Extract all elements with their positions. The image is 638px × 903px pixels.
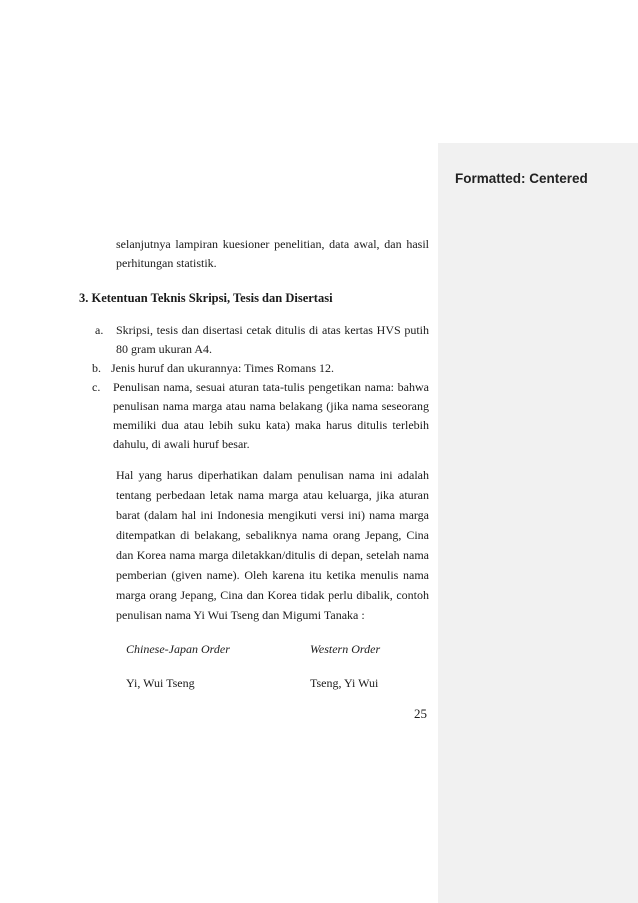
paragraph-line-4: ditempatkan di belakang, sebaliknya nama orang Jepang, Cina (116, 528, 429, 542)
item-b-line-1: Jenis huruf dan ukurannya: Times Romans 12. (111, 361, 334, 375)
list-marker-a: a. (95, 323, 104, 337)
name-table-header-western: Western Order (310, 642, 381, 656)
comment-margin-pane (438, 143, 638, 903)
paragraph-line-3: barat (dalam hal ini Indonesia mengikuti versi ini) nama marga (116, 508, 429, 522)
intro-line-2: perhitungan statistik. (116, 256, 217, 270)
list-marker-b: b. (92, 361, 101, 375)
formatting-note: Formatted: Centered (455, 171, 588, 186)
section-heading: 3. Ketentuan Teknis Skripsi, Tesis dan Disertasi (79, 291, 333, 305)
item-c-line-1: Penulisan nama, sesuai aturan tata-tulis pengetikan nama: bahwa (113, 380, 429, 394)
intro-line-1: selanjutnya lampiran kuesioner penelitian, data awal, dan hasil (116, 237, 429, 251)
list-marker-c: c. (92, 380, 101, 394)
paragraph-line-2: tentang perbedaan letak nama marga atau keluarga, jika aturan (116, 488, 429, 502)
name-table-cell-chinese-japan: Yi, Wui Tseng (126, 676, 195, 690)
item-c-line-3: memiliki dua atau lebih suku kata) maka harus ditulis terlebih (113, 418, 429, 432)
paragraph-line-8: penulisan nama Yi Wui Tseng dan Migumi Tanaka : (116, 608, 365, 622)
paragraph-line-6: pemberian (given name). Oleh karena itu ketika menulis nama (116, 568, 429, 582)
name-table-header-chinese-japan: Chinese-Japan Order (126, 642, 230, 656)
item-c-line-2: penulisan nama marga atau nama belakang (jika nama seseorang (113, 399, 429, 413)
name-table-cell-western: Tseng, Yi Wui (310, 676, 379, 690)
item-c-line-4: dahulu, di awali huruf besar. (113, 437, 250, 451)
paragraph-line-7: marga orang Jepang, Cina dan Korea tidak perlu dibalik, contoh (116, 588, 429, 602)
item-a-line-1: Skripsi, tesis dan disertasi cetak ditulis di atas kertas HVS putih (116, 323, 429, 337)
page-number: 25 (414, 706, 427, 721)
item-a-line-2: 80 gram ukuran A4. (116, 342, 212, 356)
paragraph-line-5: dan Korea nama marga diletakkan/ditulis di depan, setelah nama (116, 548, 429, 562)
paragraph-line-1: Hal yang harus diperhatikan dalam penulisan nama ini adalah (116, 468, 429, 482)
